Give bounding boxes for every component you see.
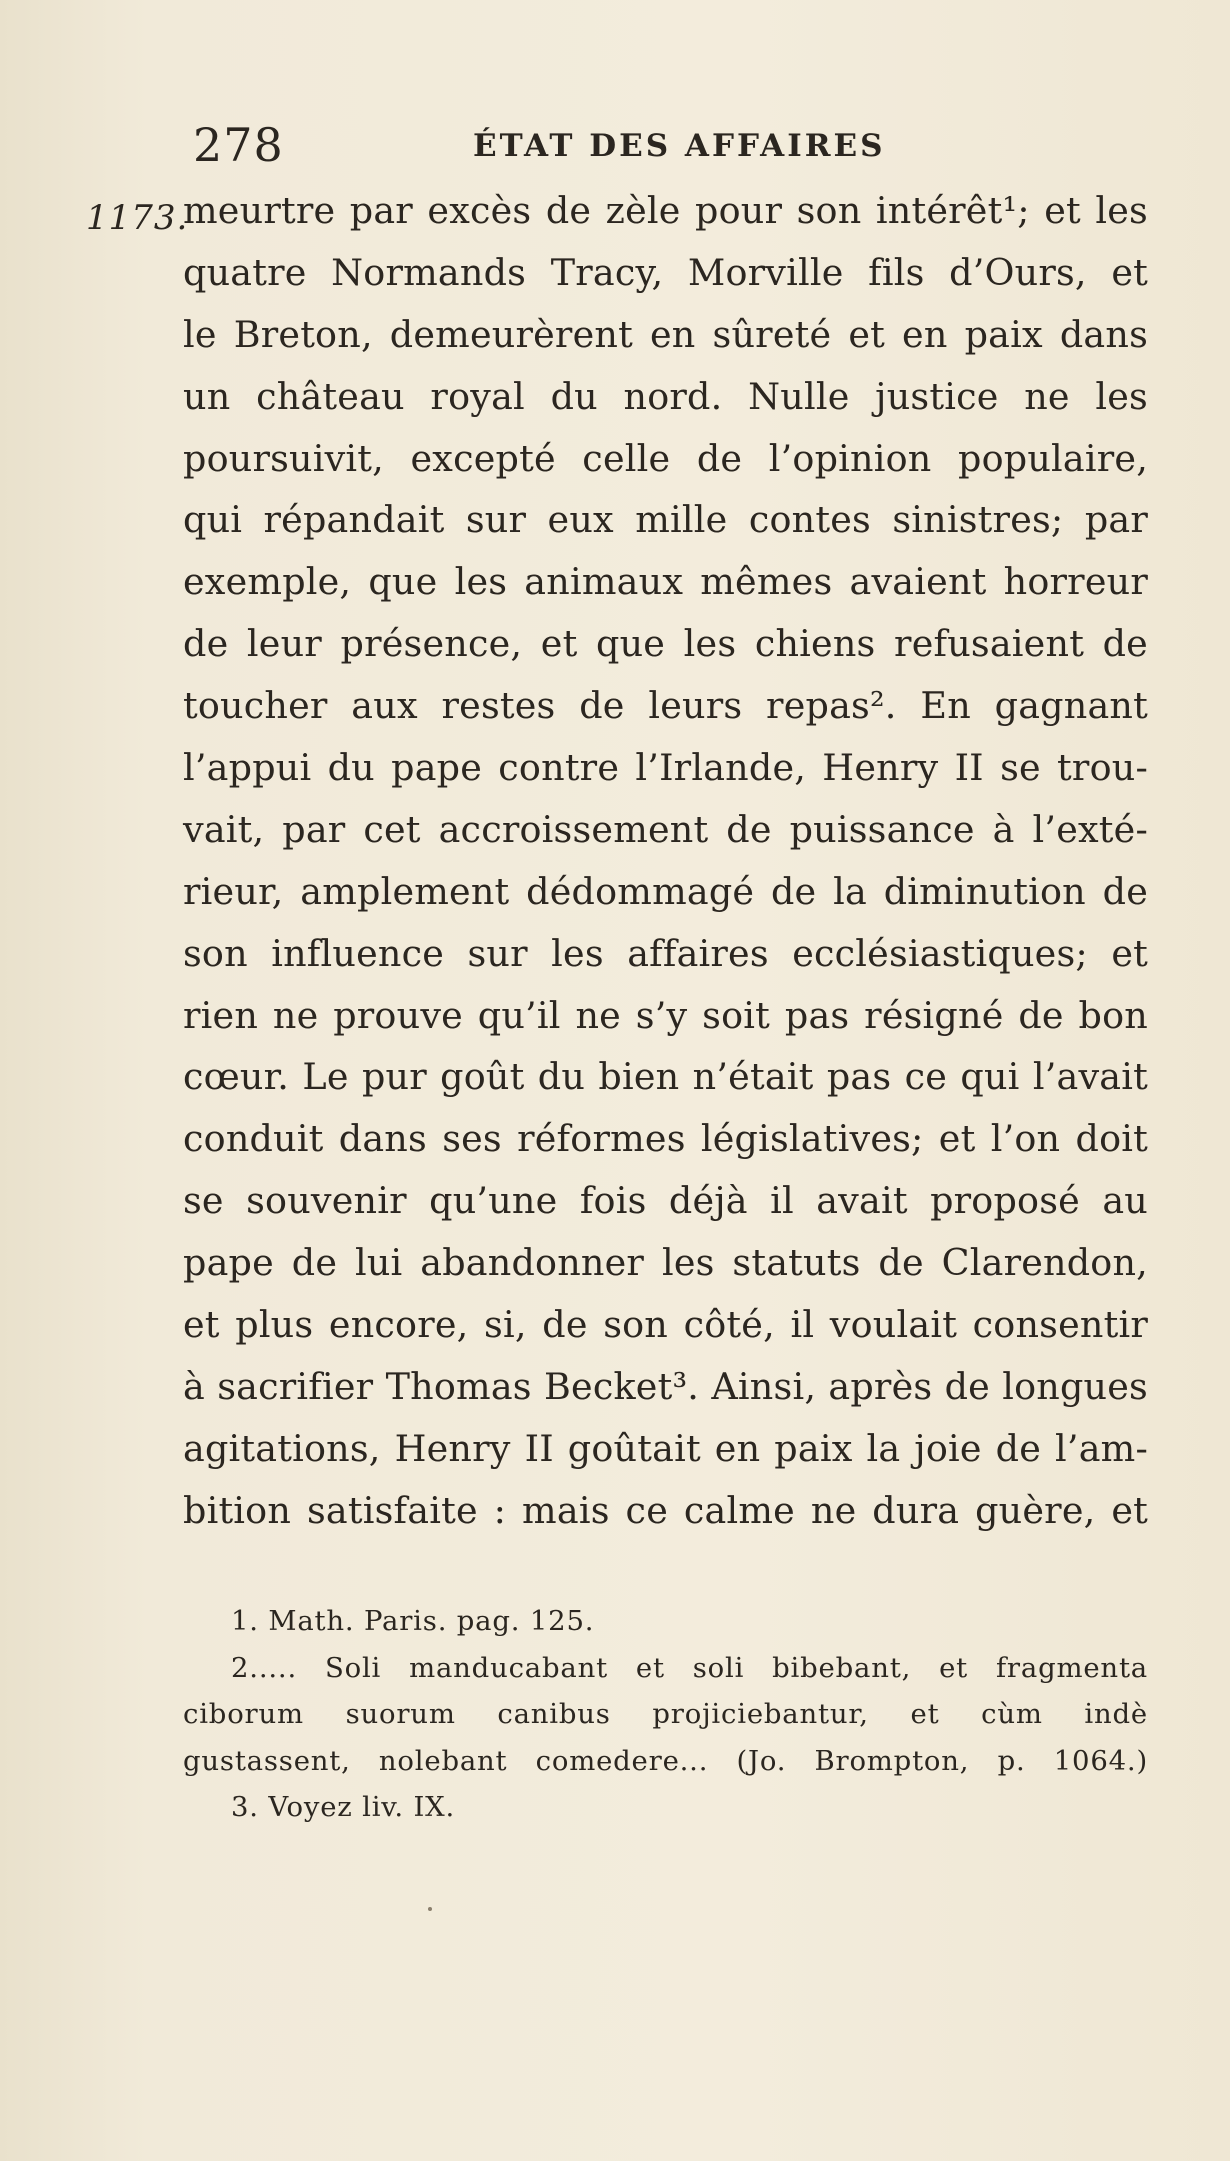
text-line: de leur présence, et que les chiens refusaient de	[183, 622, 1148, 666]
running-title: ÉTAT DES AFFAIRES	[473, 128, 886, 164]
text-line: quatre Normands Tracy, Morville fils d’Ours, et	[183, 250, 1148, 294]
text-line: à sacrifier Thomas Becket³. Ainsi, après de longues	[183, 1364, 1148, 1408]
text-line: se souvenir qu’une fois déjà il avait proposé au	[183, 1179, 1148, 1223]
text-line: conduit dans ses réformes législatives; et l’on doit	[183, 1117, 1148, 1161]
footnote-2-continued: gustassent, nolebant comedere... (Jo. Brompton, p. 1064.)	[183, 1744, 1148, 1777]
text-line: le Breton, demeurèrent en sûreté et en paix dans	[183, 312, 1148, 356]
text-line: son influence sur les affaires ecclésiastiques; et	[183, 931, 1148, 975]
footnote-1: 1. Math. Paris. pag. 125.	[231, 1605, 595, 1637]
paper-speck	[428, 1907, 432, 1911]
text-line: toucher aux restes de leurs repas². En gagnant	[183, 684, 1148, 728]
text-line: poursuivit, excepté celle de l’opinion populaire,	[183, 436, 1148, 480]
footnote-3: 3. Voyez liv. IX.	[231, 1791, 456, 1823]
page-header	[183, 118, 1143, 172]
footnote-2-continued: ciborum suorum canibus projiciebantur, et cùm indè	[183, 1698, 1148, 1730]
text-line: rieur, amplement dédommagé de la diminution de	[183, 869, 1148, 913]
footnotes	[183, 1598, 1148, 1831]
footnote-2: 2..... Soli manducabant et soli bibebant, et fragmenta	[231, 1651, 1148, 1684]
text-line: cœur. Le pur goût du bien n’était pas ce qui l’avait	[183, 1055, 1148, 1099]
page-number: 278	[193, 118, 284, 172]
text-line: rien ne prouve qu’il ne s’y soit pas résigné de bon	[183, 993, 1148, 1037]
body-text	[183, 180, 1148, 1542]
text-line: exemple, que les animaux mêmes avaient horreur	[183, 560, 1148, 604]
text-line: bition satisfaite : mais ce calme ne dura guère, et	[183, 1488, 1148, 1532]
text-line: et plus encore, si, de son côté, il voulait consentir	[183, 1303, 1148, 1347]
text-line: meurtre par excès de zèle pour son intérêt¹; et les	[183, 189, 1148, 232]
text-line: l’appui du pape contre l’Irlande, Henry II se trou-	[183, 746, 1148, 790]
text-line: un château royal du nord. Nulle justice ne les	[183, 374, 1148, 418]
margin-year-note: 1173.	[86, 198, 189, 238]
text-line: agitations, Henry II goûtait en paix la joie de l’am-	[183, 1426, 1148, 1470]
text-line: qui répandait sur eux mille contes sinistres; par	[183, 498, 1148, 542]
text-line: pape de lui abandonner les statuts de Clarendon,	[183, 1241, 1148, 1285]
text-line: vait, par cet accroissement de puissance à l’exté-	[183, 807, 1148, 851]
